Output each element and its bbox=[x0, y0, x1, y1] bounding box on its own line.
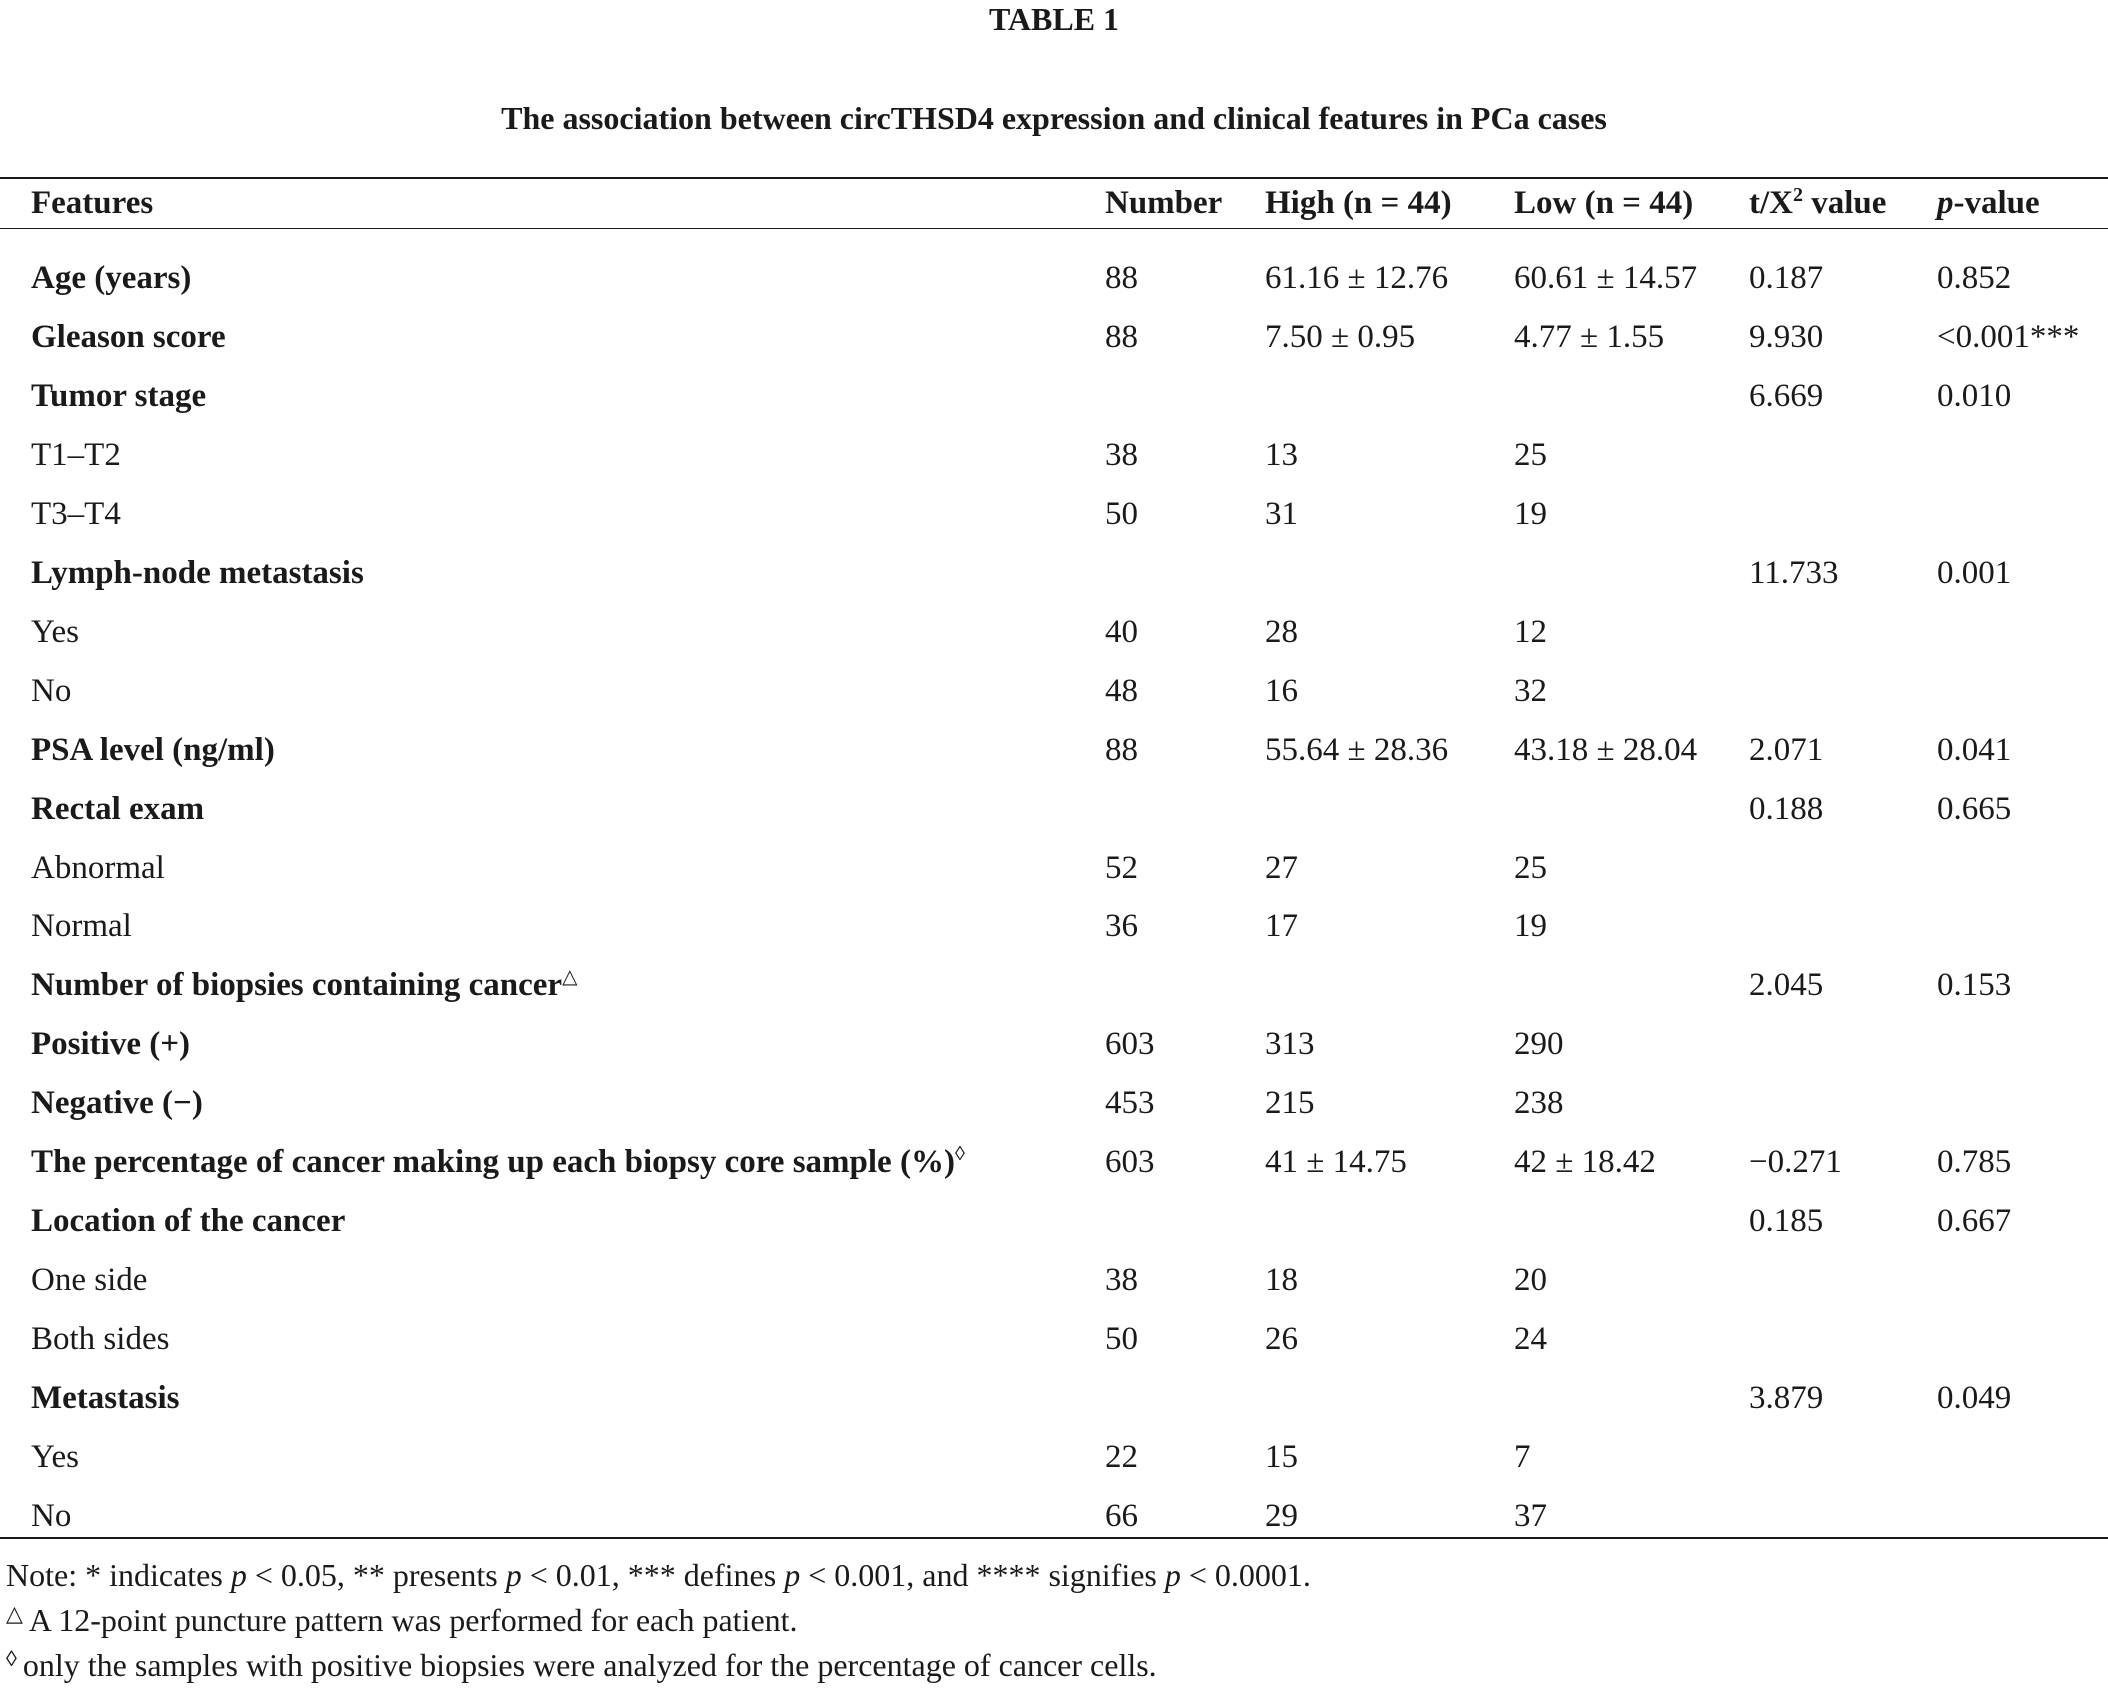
table-caption: The association between circTHSD4 expression and clinical features in PCa cases bbox=[501, 100, 1607, 136]
cell-text: 0.665 bbox=[1937, 791, 2012, 827]
row-low-cell bbox=[1514, 1083, 1564, 1123]
row-low-cell bbox=[1514, 1142, 1656, 1182]
cell-text: 0.001 bbox=[1937, 555, 2012, 591]
row-stat-cell bbox=[1749, 1201, 1823, 1241]
row-number-cell bbox=[1105, 671, 1138, 711]
row-feature-label bbox=[31, 494, 121, 534]
top-rule bbox=[0, 177, 2108, 179]
cell-text: 36 bbox=[1105, 908, 1138, 944]
row-high-cell bbox=[1265, 1319, 1298, 1359]
cell-text: 43.18 ± 28.04 bbox=[1514, 732, 1698, 768]
cell-text: 17 bbox=[1265, 908, 1298, 944]
cell-text: No bbox=[31, 1498, 72, 1534]
row-number-cell bbox=[1105, 730, 1138, 770]
note-p-4: p bbox=[1164, 1557, 1181, 1593]
row-stat-cell bbox=[1749, 317, 1823, 357]
cell-text: Abnormal bbox=[31, 850, 165, 886]
header-high: High (n = 44) bbox=[1265, 185, 1452, 221]
cell-text: 2.045 bbox=[1749, 967, 1824, 1003]
cell-text: 215 bbox=[1265, 1085, 1315, 1121]
cell-text: 28 bbox=[1265, 614, 1298, 650]
cell-text: Metastasis bbox=[31, 1380, 180, 1416]
row-high-cell bbox=[1265, 258, 1448, 298]
row-p-cell bbox=[1937, 553, 2011, 593]
row-high-cell bbox=[1265, 671, 1298, 711]
row-feature-label bbox=[31, 258, 191, 298]
cell-text: 31 bbox=[1265, 496, 1298, 532]
cell-text: 61.16 ± 12.76 bbox=[1265, 260, 1449, 296]
row-number-cell bbox=[1105, 494, 1138, 534]
cell-text: 37 bbox=[1514, 1498, 1547, 1534]
header-p-suffix: -value bbox=[1953, 185, 2040, 221]
cell-text: 7.50 ± 0.95 bbox=[1265, 319, 1416, 355]
table-note-positive-biopsies bbox=[6, 1645, 1157, 1689]
row-feature-label bbox=[31, 906, 132, 946]
row-feature-label bbox=[31, 1024, 190, 1064]
row-high-cell bbox=[1265, 730, 1448, 770]
cell-text: T1–T2 bbox=[31, 437, 121, 473]
cell-text: 0.153 bbox=[1937, 967, 2012, 1003]
cell-text: Yes bbox=[31, 614, 80, 650]
triangle-footnote-icon: △ bbox=[6, 1601, 23, 1626]
cell-text: Normal bbox=[31, 908, 132, 944]
cell-text: No bbox=[31, 673, 72, 709]
cell-text: 20 bbox=[1514, 1262, 1547, 1298]
row-feature-label bbox=[31, 965, 577, 1005]
table-note-puncture bbox=[6, 1600, 798, 1644]
row-feature-label bbox=[31, 1201, 345, 1241]
cell-text: 453 bbox=[1105, 1085, 1155, 1121]
row-high-cell bbox=[1265, 1024, 1315, 1064]
note-text-a: Note: * indicates bbox=[6, 1557, 231, 1593]
row-low-cell bbox=[1514, 1024, 1564, 1064]
cell-text: 603 bbox=[1105, 1144, 1155, 1180]
row-low-cell bbox=[1514, 494, 1547, 534]
cell-text: Age (years) bbox=[31, 260, 192, 296]
row-number-cell bbox=[1105, 1437, 1138, 1477]
row-number-cell bbox=[1105, 1083, 1155, 1123]
footnote-marker-icon: ◊ bbox=[954, 1143, 965, 1165]
row-feature-label bbox=[31, 612, 79, 652]
row-low-cell bbox=[1514, 1319, 1547, 1359]
cell-text: 40 bbox=[1105, 614, 1138, 650]
row-high-cell bbox=[1265, 612, 1298, 652]
row-low-cell bbox=[1514, 1437, 1531, 1477]
cell-text: 0.049 bbox=[1937, 1380, 2012, 1416]
row-high-cell bbox=[1265, 1142, 1407, 1182]
cell-text: Number of biopsies containing cancer bbox=[31, 967, 563, 1003]
cell-text: 50 bbox=[1105, 496, 1138, 532]
row-p-cell bbox=[1937, 317, 2079, 357]
row-high-cell bbox=[1265, 1496, 1298, 1536]
cell-text: 2.071 bbox=[1749, 732, 1824, 768]
row-p-cell bbox=[1937, 1201, 2011, 1241]
row-number-cell bbox=[1105, 1142, 1155, 1182]
row-feature-label bbox=[31, 671, 71, 711]
note-p-2: p bbox=[505, 1557, 522, 1593]
row-p-cell bbox=[1937, 258, 2011, 298]
row-feature-label bbox=[31, 1319, 169, 1359]
cell-text: 41 ± 14.75 bbox=[1265, 1144, 1407, 1180]
row-feature-label bbox=[31, 848, 165, 888]
row-stat-cell bbox=[1749, 1142, 1842, 1182]
lozenge-footnote-icon: ◊ bbox=[6, 1646, 17, 1671]
row-low-cell bbox=[1514, 612, 1547, 652]
row-feature-label bbox=[31, 730, 275, 770]
cell-text: 313 bbox=[1265, 1026, 1315, 1062]
row-stat-cell bbox=[1749, 1378, 1823, 1418]
cell-text: 38 bbox=[1105, 437, 1138, 473]
cell-text: 13 bbox=[1265, 437, 1298, 473]
cell-text: 7 bbox=[1514, 1439, 1531, 1475]
cell-text: 38 bbox=[1105, 1262, 1138, 1298]
cell-text: 0.041 bbox=[1937, 732, 2012, 768]
row-number-cell bbox=[1105, 848, 1138, 888]
note-positive-text: only the samples with positive biopsies were analyzed for the percentage of cancer cells. bbox=[22, 1647, 1157, 1683]
header-statistic-sup: 2 bbox=[1793, 184, 1803, 206]
cell-text: 0.010 bbox=[1937, 378, 2012, 414]
cell-text: 18 bbox=[1265, 1262, 1298, 1298]
cell-text: 88 bbox=[1105, 732, 1138, 768]
header-p-value bbox=[1937, 184, 2040, 222]
row-feature-label bbox=[31, 1437, 79, 1477]
row-number-cell bbox=[1105, 1260, 1138, 1300]
cell-text: 4.77 ± 1.55 bbox=[1514, 319, 1665, 355]
cell-text: Lymph-node metastasis bbox=[31, 555, 364, 591]
cell-text: 0.185 bbox=[1749, 1203, 1824, 1239]
row-number-cell bbox=[1105, 612, 1138, 652]
cell-text: 11.733 bbox=[1749, 555, 1839, 591]
row-high-cell bbox=[1265, 906, 1298, 946]
cell-text: <0.001*** bbox=[1937, 319, 2080, 355]
row-number-cell bbox=[1105, 435, 1138, 475]
header-statistic bbox=[1749, 184, 1886, 222]
cell-text: 29 bbox=[1265, 1498, 1298, 1534]
cell-text: 32 bbox=[1514, 673, 1547, 709]
row-number-cell bbox=[1105, 317, 1138, 357]
row-feature-label bbox=[31, 553, 364, 593]
row-feature-label bbox=[31, 789, 204, 829]
header-low: Low (n = 44) bbox=[1514, 185, 1694, 221]
table-note-significance bbox=[6, 1555, 1311, 1595]
row-stat-cell bbox=[1749, 789, 1823, 829]
header-features: Features bbox=[31, 185, 154, 221]
note-text-d: < 0.001, and **** signifies bbox=[800, 1557, 1165, 1593]
row-feature-label bbox=[31, 317, 226, 357]
cell-text: Gleason score bbox=[31, 319, 226, 355]
row-high-cell bbox=[1265, 1437, 1298, 1477]
row-number-cell bbox=[1105, 906, 1138, 946]
row-low-cell bbox=[1514, 1260, 1547, 1300]
cell-text: 48 bbox=[1105, 673, 1138, 709]
header-number: Number bbox=[1105, 185, 1223, 221]
cell-text: 26 bbox=[1265, 1321, 1298, 1357]
row-stat-cell bbox=[1749, 258, 1823, 298]
cell-text: Tumor stage bbox=[31, 378, 207, 414]
bottom-rule bbox=[0, 1537, 2108, 1539]
header-rule bbox=[0, 228, 2108, 229]
table-label: TABLE 1 bbox=[988, 1, 1120, 37]
row-low-cell bbox=[1514, 848, 1547, 888]
header-statistic-suffix: value bbox=[1803, 185, 1887, 221]
row-feature-label bbox=[31, 1083, 203, 1123]
cell-text: 52 bbox=[1105, 850, 1138, 886]
cell-text: 6.669 bbox=[1749, 378, 1824, 414]
cell-text: The percentage of cancer making up each biopsy core sample (%) bbox=[31, 1144, 955, 1180]
row-number-cell bbox=[1105, 1024, 1155, 1064]
cell-text: 55.64 ± 28.36 bbox=[1265, 732, 1449, 768]
row-low-cell bbox=[1514, 671, 1547, 711]
row-p-cell bbox=[1937, 730, 2011, 770]
cell-text: PSA level (ng/ml) bbox=[31, 732, 275, 768]
cell-text: −0.271 bbox=[1749, 1144, 1842, 1180]
row-p-cell bbox=[1937, 1378, 2011, 1418]
cell-text: 25 bbox=[1514, 850, 1547, 886]
row-high-cell bbox=[1265, 1083, 1315, 1123]
note-text-c: < 0.01, *** defines bbox=[521, 1557, 785, 1593]
header-statistic-prefix: t/X bbox=[1749, 185, 1793, 221]
cell-text: 22 bbox=[1105, 1439, 1138, 1475]
cell-text: 66 bbox=[1105, 1498, 1138, 1534]
note-text-e: < 0.0001. bbox=[1180, 1557, 1311, 1593]
row-feature-label bbox=[31, 1142, 965, 1182]
cell-text: 88 bbox=[1105, 319, 1138, 355]
row-p-cell bbox=[1937, 1142, 2011, 1182]
cell-text: 0.785 bbox=[1937, 1144, 2012, 1180]
row-feature-label bbox=[31, 376, 206, 416]
row-high-cell bbox=[1265, 494, 1298, 534]
header-p-italic: p bbox=[1937, 185, 1954, 221]
footnote-marker-icon: △ bbox=[562, 966, 578, 988]
cell-text: 238 bbox=[1514, 1085, 1564, 1121]
note-p-3: p bbox=[784, 1557, 801, 1593]
cell-text: T3–T4 bbox=[31, 496, 121, 532]
cell-text: 16 bbox=[1265, 673, 1298, 709]
row-feature-label bbox=[31, 1496, 71, 1536]
row-high-cell bbox=[1265, 1260, 1298, 1300]
note-text-b: < 0.05, ** presents bbox=[246, 1557, 506, 1593]
cell-text: 12 bbox=[1514, 614, 1547, 650]
row-feature-label bbox=[31, 435, 121, 475]
row-low-cell bbox=[1514, 317, 1664, 357]
row-number-cell bbox=[1105, 1319, 1138, 1359]
row-number-cell bbox=[1105, 258, 1138, 298]
cell-text: Negative (−) bbox=[31, 1085, 203, 1121]
cell-text: 0.667 bbox=[1937, 1203, 2012, 1239]
cell-text: Location of the cancer bbox=[31, 1203, 346, 1239]
row-feature-label bbox=[31, 1378, 179, 1418]
row-low-cell bbox=[1514, 1496, 1547, 1536]
note-p-1: p bbox=[230, 1557, 247, 1593]
cell-text: 24 bbox=[1514, 1321, 1547, 1357]
row-number-cell bbox=[1105, 1496, 1138, 1536]
row-high-cell bbox=[1265, 317, 1415, 357]
cell-text: 0.852 bbox=[1937, 260, 2012, 296]
row-stat-cell bbox=[1749, 730, 1823, 770]
cell-text: 0.188 bbox=[1749, 791, 1824, 827]
cell-text: 9.930 bbox=[1749, 319, 1824, 355]
cell-text: Yes bbox=[31, 1439, 80, 1475]
row-low-cell bbox=[1514, 258, 1697, 298]
cell-text: 88 bbox=[1105, 260, 1138, 296]
cell-text: 3.879 bbox=[1749, 1380, 1824, 1416]
cell-text: 42 ± 18.42 bbox=[1514, 1144, 1656, 1180]
cell-text: 19 bbox=[1514, 908, 1547, 944]
row-stat-cell bbox=[1749, 376, 1823, 416]
row-stat-cell bbox=[1749, 553, 1839, 593]
row-low-cell bbox=[1514, 906, 1547, 946]
row-p-cell bbox=[1937, 376, 2011, 416]
cell-text: One side bbox=[31, 1262, 148, 1298]
row-p-cell bbox=[1937, 789, 2011, 829]
row-high-cell bbox=[1265, 435, 1298, 475]
row-p-cell bbox=[1937, 965, 2011, 1005]
cell-text: 27 bbox=[1265, 850, 1298, 886]
cell-text: 25 bbox=[1514, 437, 1547, 473]
row-stat-cell bbox=[1749, 965, 1823, 1005]
note-puncture-text: A 12-point puncture pattern was performed for each patient. bbox=[28, 1602, 798, 1638]
cell-text: 603 bbox=[1105, 1026, 1155, 1062]
cell-text: 290 bbox=[1514, 1026, 1564, 1062]
cell-text: Rectal exam bbox=[31, 791, 205, 827]
cell-text: 19 bbox=[1514, 496, 1547, 532]
row-low-cell bbox=[1514, 730, 1697, 770]
cell-text: 0.187 bbox=[1749, 260, 1824, 296]
cell-text: Both sides bbox=[31, 1321, 170, 1357]
row-high-cell bbox=[1265, 848, 1298, 888]
cell-text: 60.61 ± 14.57 bbox=[1514, 260, 1698, 296]
cell-text: 15 bbox=[1265, 1439, 1298, 1475]
cell-text: 50 bbox=[1105, 1321, 1138, 1357]
cell-text: Positive (+) bbox=[31, 1026, 191, 1062]
row-feature-label bbox=[31, 1260, 147, 1300]
row-low-cell bbox=[1514, 435, 1547, 475]
